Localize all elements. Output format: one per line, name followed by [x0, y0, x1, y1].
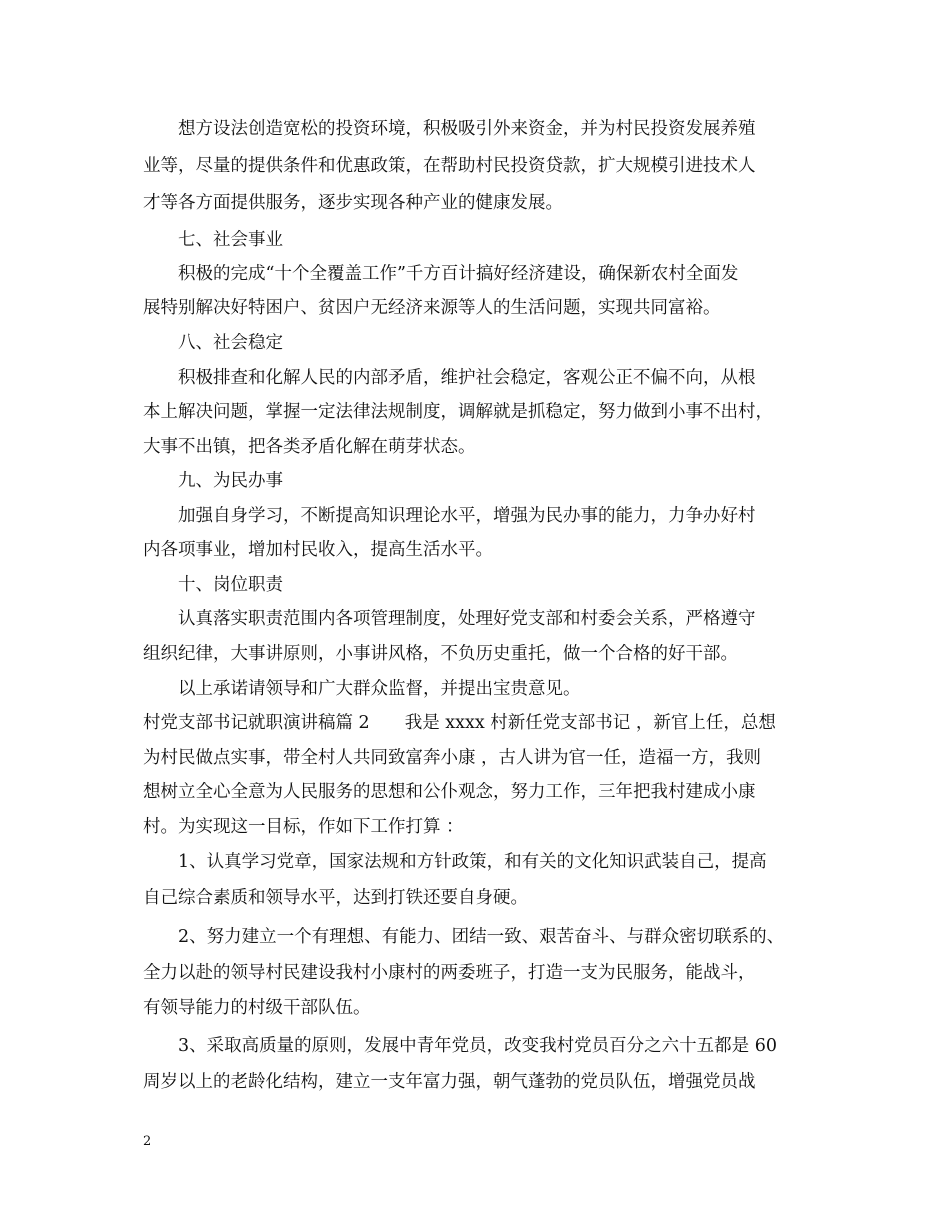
section-heading: 十、岗位职责 — [178, 575, 283, 595]
paragraph-line: 组织纪律，大事讲原则，小事讲风格，不负历史重托，做一个合格的好干部。 — [143, 644, 738, 664]
paragraph-line: 大事不出镇，把各类矛盾化解在萌芽状态。 — [143, 437, 476, 457]
section-heading: 八、社会稳定 — [178, 333, 283, 353]
numbered-item-line: 2、努力建立一个有理想、有能力、团结一致、艰苦奋斗、与群众密切联系的、 — [178, 927, 785, 947]
paragraph-line: 自己综合素质和领导水平，达到打铁还要自身硬。 — [143, 888, 528, 908]
numbered-item-line: 1、认真学习党章，国家法规和方针政策，和有关的文化知识武装自己，提高 — [178, 852, 767, 872]
article-title-line: 村党支部书记就职演讲稿篇 2 我是 xxxx 村新任党支部书记 ，新官上任，总想 — [143, 713, 776, 733]
paragraph-line: 才等各方面提供服务，逐步实现各种产业的健康发展。 — [143, 193, 563, 213]
paragraph-line: 全力以赴的领导村民建设我村小康村的两委班子，打造一支为民服务，能战斗， — [143, 963, 756, 983]
paragraph-line: 业等，尽量的提供条件和优惠政策，在帮助村民投资贷款，扩大规模引进技术人 — [143, 156, 756, 176]
paragraph-line: 内各项事业，增加村民收入，提高生活水平。 — [143, 540, 493, 560]
paragraph-line: 周岁以上的老龄化结构，建立一支年富力强，朝气蓬勃的党员队伍，增强党员战 — [143, 1072, 756, 1092]
section-heading: 九、为民办事 — [178, 471, 283, 491]
page-number: 2 — [143, 1134, 152, 1149]
paragraph-line: 想树立全心全意为人民服务的思想和公仆观念，努力工作，三年把我村建成小康 — [143, 782, 756, 802]
paragraph-line: 村。为实现这一目标，作如下工作打算 ： — [143, 817, 464, 837]
section-heading: 七、社会事业 — [178, 230, 283, 250]
paragraph-line: 想方设法创造宽松的投资环境，积极吸引外来资金，并为村民投资发展养殖 — [178, 119, 756, 139]
paragraph-line: 积极的完成“十个全覆盖工作”千方百计搞好经济建设，确保新农村全面发 — [178, 264, 739, 284]
paragraph-line: 以上承诺请领导和广大群众监督，并提出宝贵意见。 — [178, 679, 581, 699]
paragraph-line: 本上解决问题，掌握一定法律法规制度，调解就是抓稳定，努力做到小事不出村， — [143, 402, 773, 422]
paragraph-line: 有领导能力的村级干部队伍。 — [143, 998, 371, 1018]
paragraph-line: 展特别解决好特困户、贫因户无经济来源等人的生活问题，实现共同富裕。 — [143, 298, 721, 318]
paragraph-line: 积极排查和化解人民的内部矛盾，维护社会稳定，客观公正不偏不向，从根 — [178, 368, 756, 388]
numbered-item-line: 3、采取高质量的原则，发展中青年党员，改变我村党员百分之六十五都是 60 — [178, 1036, 777, 1056]
paragraph-line: 为村民做点实事，带全村人共同致富奔小康 ，古人讲为官一任，造福一方，我则 — [143, 748, 762, 768]
paragraph-line: 加强自身学习，不断提高知识理论水平，增强为民办事的能力，力争办好村 — [178, 506, 756, 526]
paragraph-line: 认真落实职责范围内各项管理制度，处理好党支部和村委会关系，严格遵守 — [178, 609, 756, 629]
